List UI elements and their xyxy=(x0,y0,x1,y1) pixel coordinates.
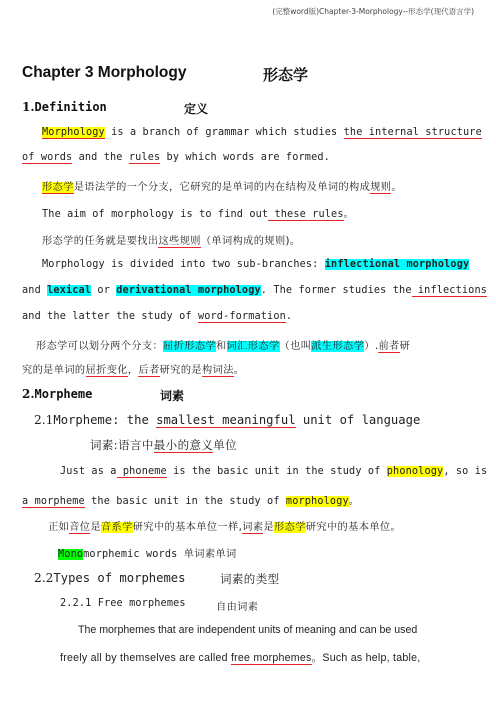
text-underlined: 这些规则 xyxy=(158,236,201,247)
morpheme-line-2 xyxy=(22,492,359,507)
text: The aim of morphology is to find out xyxy=(42,209,269,220)
subsection-2-2-cn: 词素的类型 xyxy=(220,572,280,586)
text: （也叫 xyxy=(279,341,312,352)
text: and the xyxy=(72,152,129,163)
text: 词素:语言中 xyxy=(90,438,154,452)
section-2-heading-cn: 词素 xyxy=(160,389,185,403)
term-lexical: lexical xyxy=(47,285,92,296)
term-inflectional: inflectional morphology xyxy=(324,259,470,270)
text: 研究的是 xyxy=(159,365,203,376)
text-cn: 单词素单词 xyxy=(183,549,237,560)
text-underlined: 词素 xyxy=(242,522,264,533)
subsection-number: 2.1 xyxy=(34,413,54,427)
page-header: (完整word版)Chapter-3-Morphology--形态学(现代语言学) xyxy=(272,7,474,16)
text-underlined: 后者 xyxy=(138,365,160,376)
section-2-heading xyxy=(22,387,92,401)
text-underlined: smallest meaningful xyxy=(156,413,296,427)
text: by which words are formed. xyxy=(160,152,330,163)
text-underlined: free morphemes xyxy=(230,652,312,664)
term-cn: 屈折形态学 xyxy=(163,341,216,352)
subsection-2-2-1: 2.2.1 Free morphemes xyxy=(60,598,186,609)
subsection-number: 2.2 xyxy=(34,571,54,585)
text: 。 xyxy=(391,182,402,193)
text: 是语法学的一个分支，它研究的是单词的内在结构及单词的构成 xyxy=(73,182,371,193)
text: 。 xyxy=(343,209,354,220)
text: the basic unit in the study of xyxy=(84,496,286,507)
term-derivational: derivational morphology xyxy=(116,285,261,296)
morpheme-line-1 xyxy=(60,466,487,477)
term-cn: 音系学 xyxy=(100,522,133,533)
text: 究的是单词的 xyxy=(22,365,86,376)
def-en-line-5 xyxy=(22,311,292,322)
term-cn: 形态学 xyxy=(42,182,74,193)
subsection-2-1-cn xyxy=(90,437,237,453)
text-underlined: word-formation xyxy=(197,311,286,322)
text: 。 xyxy=(233,365,245,376)
term-morphology: morphology xyxy=(285,496,349,507)
text: 是 xyxy=(263,522,275,533)
text: , so is xyxy=(443,466,488,477)
text: 研究中的基本单位一样, xyxy=(132,522,243,533)
text: and xyxy=(22,285,48,296)
term-cn: 词汇形态学 xyxy=(226,341,280,352)
term-mono: Mono xyxy=(58,549,84,560)
text: 研 xyxy=(399,341,411,352)
text: 形态学的任务就是要找出 xyxy=(42,236,159,247)
text-underlined: a morpheme xyxy=(22,496,85,507)
text-underlined: 音位 xyxy=(69,522,91,533)
section-title: Morpheme xyxy=(34,387,93,401)
text: . The former studies the xyxy=(260,285,412,296)
text-underlined: 屈折变化 xyxy=(85,365,128,376)
text: 是 xyxy=(90,522,101,533)
text: 和 xyxy=(216,341,227,352)
def-cn-line-1 xyxy=(42,178,402,193)
text: is the basic unit in the study of xyxy=(166,466,387,477)
text-underlined: the internal structure xyxy=(343,127,482,138)
text-underlined: these rules xyxy=(268,209,344,220)
section-number: 2. xyxy=(22,387,35,401)
text: . xyxy=(285,311,293,322)
text: unit of language xyxy=(295,413,421,427)
def-cn-line-2 xyxy=(42,232,301,247)
def-cn-line-4 xyxy=(22,361,244,376)
text: Morphology is divided into two sub-branches: xyxy=(42,259,325,270)
text: is a branch of grammar which studies xyxy=(104,127,344,138)
text: 单位 xyxy=(213,438,238,452)
text: 形态学可以划分两个分支： xyxy=(36,341,164,352)
text: 。 xyxy=(348,496,360,507)
text: Just as a xyxy=(60,466,117,477)
monomorphemic-line xyxy=(58,545,237,560)
section-1-heading-cn: 定义 xyxy=(184,102,209,116)
free-morpheme-line-1: The morphemes that are independent units of meaning and can be used xyxy=(78,624,418,636)
section-number: 1. xyxy=(22,100,35,114)
subsection-2-2 xyxy=(34,571,185,585)
text-underlined: 构词法 xyxy=(202,365,234,376)
text-underlined: 前者 xyxy=(378,341,400,352)
text: 研究中的基本单位。 xyxy=(305,522,402,533)
chapter-title: Chapter 3 Morphology xyxy=(22,64,187,81)
text-underlined: rules xyxy=(128,152,161,163)
term-morphology: Morphology xyxy=(42,127,105,138)
def-cn-line-3 xyxy=(36,337,410,352)
text-underlined: 最小的意义 xyxy=(153,438,214,452)
morpheme-cn-line xyxy=(48,518,401,533)
def-en-line-2 xyxy=(42,205,354,220)
text-underlined: inflections xyxy=(411,285,488,296)
text: Morpheme: the xyxy=(53,413,157,427)
section-title: Definition xyxy=(34,100,107,114)
term-phonology: phonology xyxy=(386,466,444,477)
text: 。Such as help, table, xyxy=(311,652,421,664)
chapter-title-cn: 形态学 xyxy=(263,66,309,84)
def-en-line-4 xyxy=(22,285,487,296)
text: freely all by themselves are called xyxy=(60,652,231,664)
text-underlined: phoneme xyxy=(116,466,167,477)
subsection-2-1 xyxy=(34,413,420,427)
def-line-2 xyxy=(22,152,330,163)
def-line-1 xyxy=(42,127,482,138)
section-1-heading xyxy=(22,100,107,114)
text: morphemic words xyxy=(83,549,184,560)
text: or xyxy=(91,285,117,296)
text: 正如 xyxy=(48,522,70,533)
term-cn: 形态学 xyxy=(274,522,306,533)
subsection-2-2-1-cn: 自由词素 xyxy=(216,602,259,613)
text: Types of morphemes xyxy=(53,571,186,585)
free-morpheme-line-2 xyxy=(60,650,420,665)
term-cn: 派生形态学 xyxy=(311,341,365,352)
def-en-line-3 xyxy=(42,259,469,270)
text-underlined: of words xyxy=(22,152,73,163)
text: ）. xyxy=(364,341,379,352)
text: （单词构成的规则)。 xyxy=(200,236,301,247)
text: ， xyxy=(127,365,139,376)
text: and the latter the study of xyxy=(22,311,198,322)
text-underlined: 规则 xyxy=(370,182,392,193)
